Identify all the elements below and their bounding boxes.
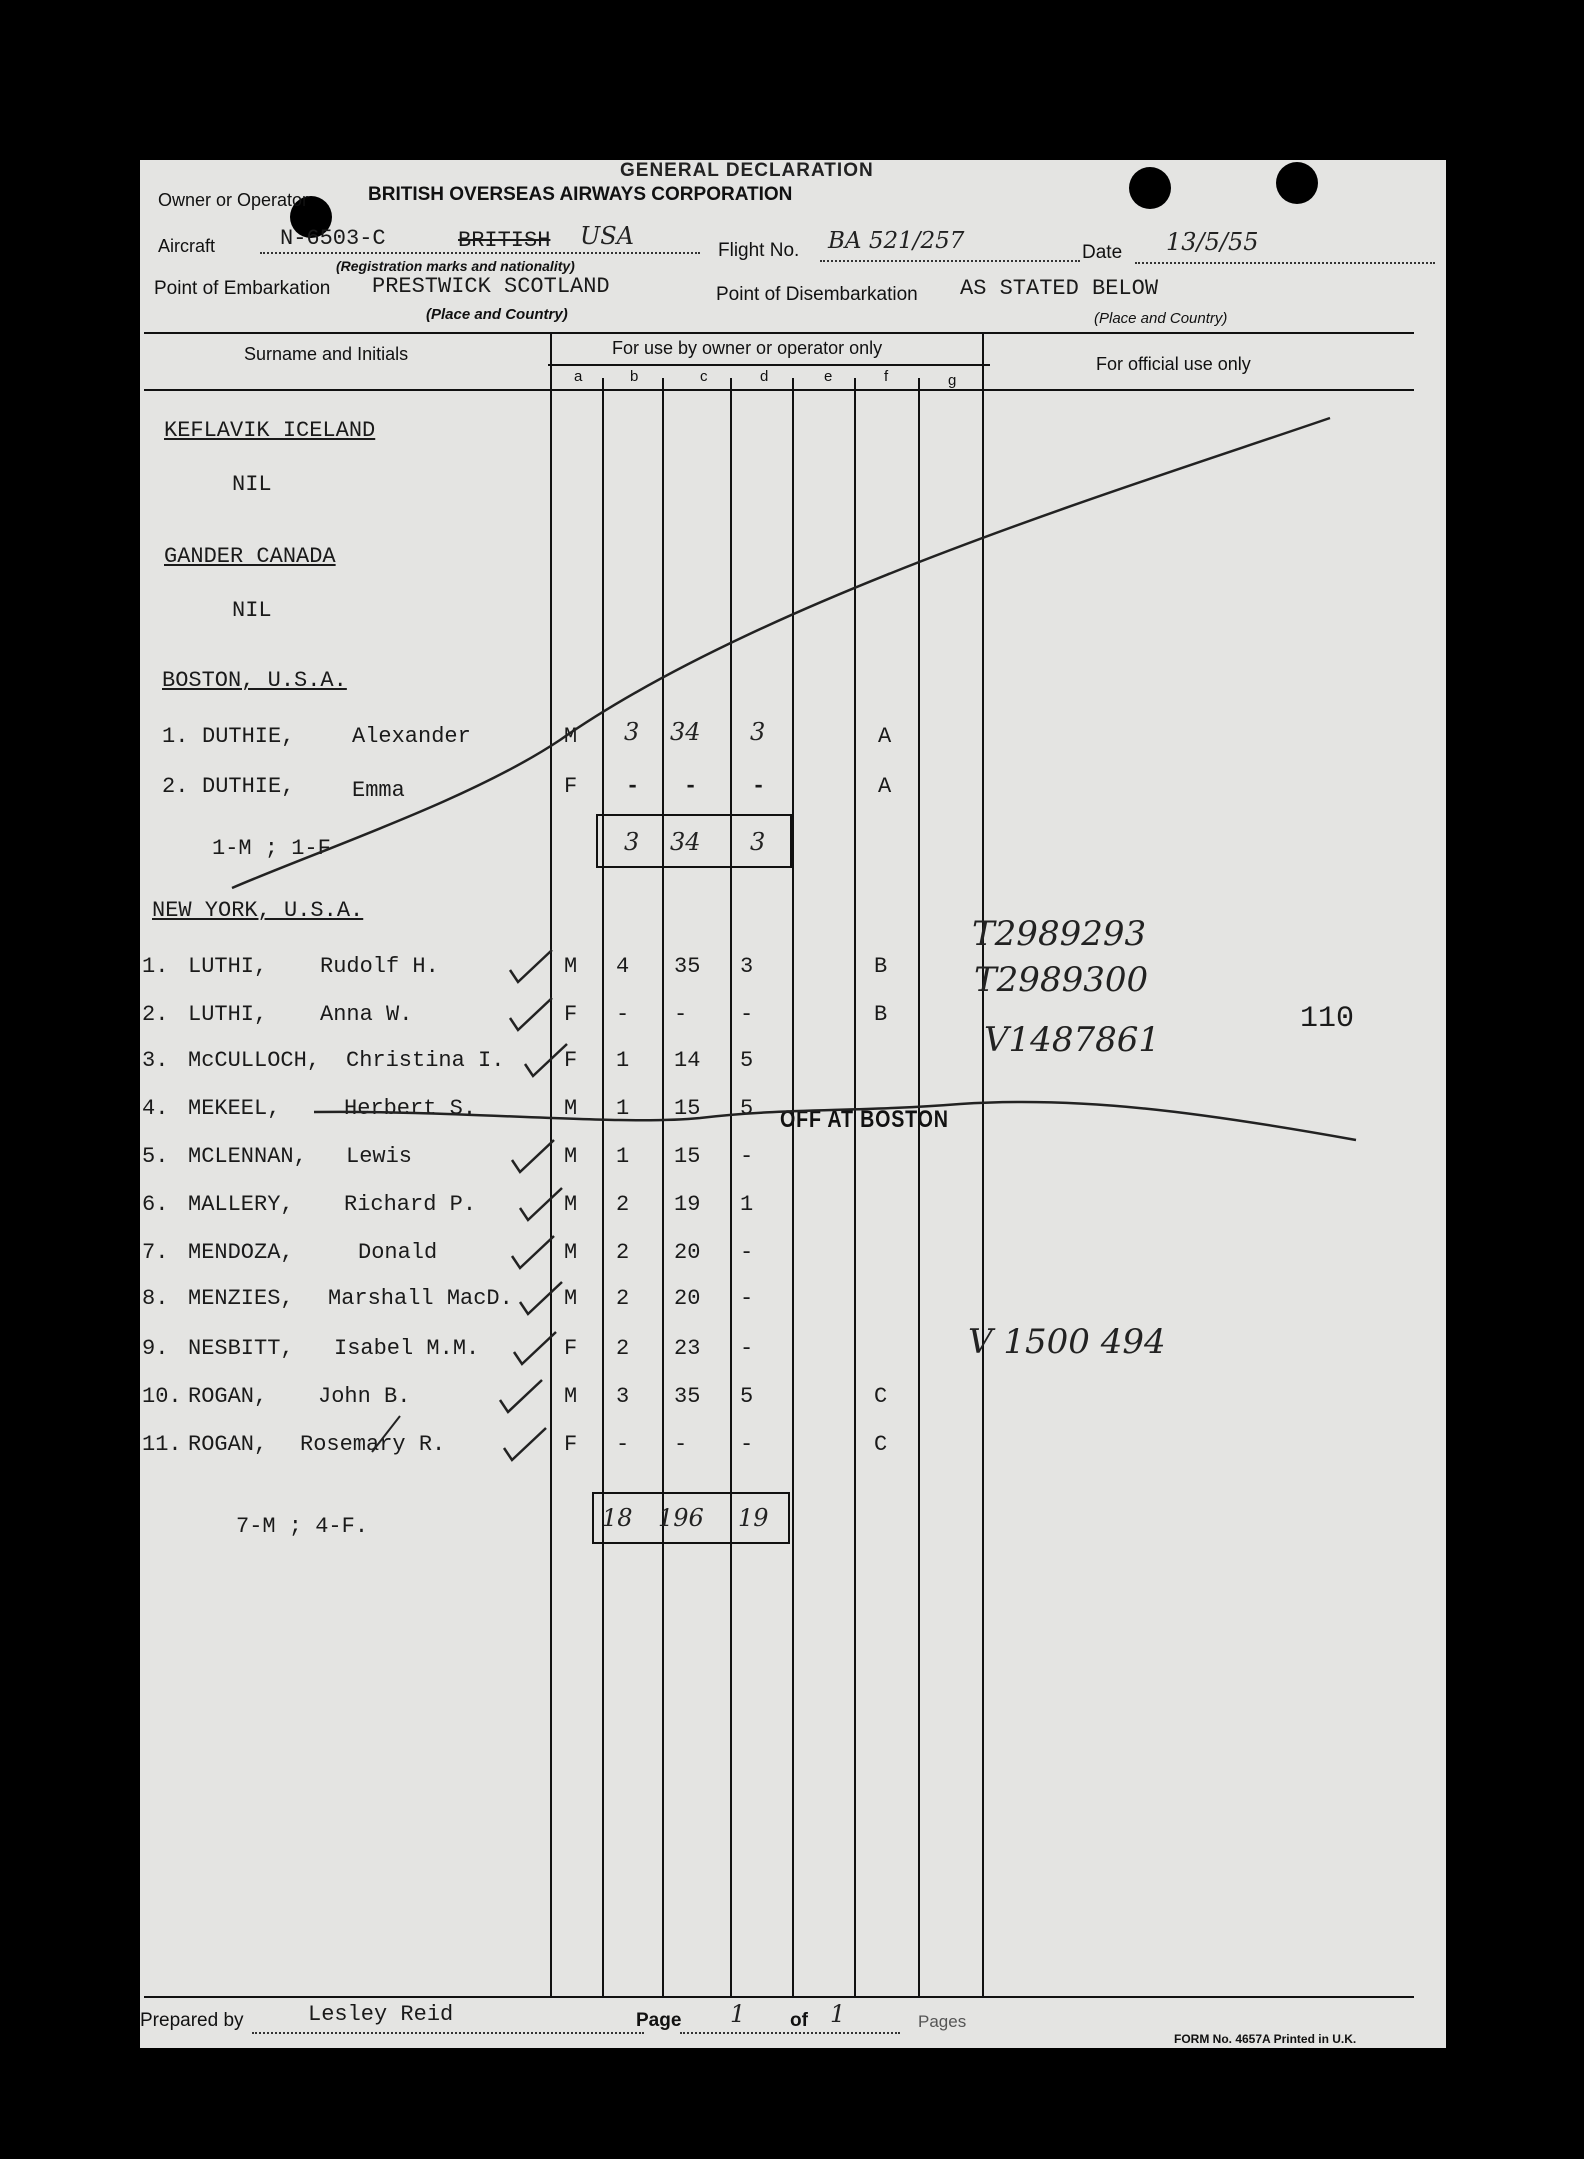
row-col-b: 1	[616, 1096, 630, 1121]
row-col-c: -	[684, 774, 698, 799]
official-note: V1487861	[984, 1020, 1160, 1060]
check-mark	[514, 1332, 556, 1364]
of-value: 1	[830, 2000, 846, 2028]
row-given-name: John B.	[318, 1384, 411, 1409]
row-col-c: 35	[674, 954, 701, 979]
row-col-b: 2	[616, 1286, 630, 1311]
section-summary-newyork: 7-M ; 4-F.	[236, 1514, 369, 1539]
row-col-a: M	[564, 724, 578, 749]
declaration-sheet	[140, 160, 1446, 2048]
surname-column-header: Surname and Initials	[244, 344, 409, 364]
row-col-d: 5	[740, 1384, 754, 1409]
embark-value: PRESTWICK SCOTLAND	[372, 274, 610, 299]
page-number-stamp: 110	[1300, 1002, 1355, 1036]
row-col-a: M	[564, 1384, 578, 1409]
row-col-d: -	[740, 1144, 754, 1169]
row-number: 2.	[162, 774, 189, 799]
dotted-rule	[680, 2032, 900, 2034]
section-title-boston: BOSTON, U.S.A.	[162, 668, 347, 693]
row-col-c: -	[674, 1432, 688, 1457]
row-col-b: 3	[624, 718, 640, 746]
col-letter-b: b	[630, 368, 639, 385]
row-col-a: M	[564, 1192, 578, 1217]
row-col-b: -	[626, 774, 640, 799]
owner-value: BRITISH OVERSEAS AIRWAYS CORPORATION	[368, 184, 793, 205]
row-given-name: Alexander	[352, 724, 471, 749]
official-column-header: For official use only	[1096, 354, 1251, 374]
of-label: of	[790, 2010, 808, 2031]
row-surname: DUTHIE,	[202, 724, 295, 749]
row-given-name: Richard P.	[344, 1192, 477, 1217]
flight-label: Flight No.	[718, 240, 800, 261]
row-col-d: 5	[740, 1096, 754, 1121]
row-col-b: 2	[616, 1336, 630, 1361]
pages-label: Pages	[918, 2012, 967, 2031]
row-col-a: M	[564, 1096, 578, 1121]
embark-label: Point of Embarkation	[154, 278, 331, 299]
row-col-c: 35	[674, 1384, 701, 1409]
row-col-a: M	[564, 1144, 578, 1169]
prepared-by-value: Lesley Reid	[308, 2002, 454, 2027]
row-col-a: F	[564, 1048, 578, 1073]
row-col-b: 1	[616, 1048, 630, 1073]
row-given-name: Christina I.	[346, 1048, 505, 1073]
section-title-gander: GANDER CANADA	[164, 544, 336, 569]
check-mark	[510, 998, 552, 1030]
total-col-c: 196	[658, 1504, 704, 1532]
row-col-b: 1	[616, 1144, 630, 1169]
row-given-name: Herbert S.	[344, 1096, 477, 1121]
col-letter-c: c	[700, 368, 708, 385]
check-mark	[520, 1188, 562, 1220]
disembark-value: AS STATED BELOW	[960, 276, 1159, 301]
disembark-note: (Place and Country)	[1094, 310, 1228, 327]
registration-note: (Registration marks and nationality)	[336, 258, 575, 274]
disembark-label: Point of Disembarkation	[716, 284, 918, 305]
flight-value: BA 521/257	[828, 228, 965, 254]
check-mark	[500, 1380, 542, 1412]
row-col-a: F	[564, 1336, 578, 1361]
official-note: V 1500 494	[968, 1322, 1166, 1362]
row-col-d: -	[752, 774, 766, 799]
row-col-c: 23	[674, 1336, 701, 1361]
col-letter-a: a	[574, 368, 583, 385]
row-surname: NESBITT,	[188, 1336, 294, 1361]
row-number: 7.	[142, 1240, 169, 1265]
row-number: 1.	[162, 724, 189, 749]
row-col-b: 3	[616, 1384, 630, 1409]
row-given-name: Isabel M.M.	[334, 1336, 480, 1361]
row-col-d: 5	[740, 1048, 754, 1073]
row-col-c: 20	[674, 1286, 701, 1311]
row-given-name: Anna W.	[320, 1002, 413, 1027]
check-mark	[510, 950, 552, 982]
row-number: 9.	[142, 1336, 169, 1361]
row-col-a: M	[564, 1240, 578, 1265]
row-col-d: -	[740, 1002, 754, 1027]
check-mark	[504, 1428, 546, 1460]
row-number: 4.	[142, 1096, 169, 1121]
dotted-rule	[252, 2032, 644, 2034]
row-col-c: -	[674, 1002, 688, 1027]
row-col-c: 34	[670, 718, 701, 746]
embark-note: (Place and Country)	[426, 306, 568, 323]
row-given-name: Lewis	[346, 1144, 413, 1169]
aircraft-value: N-6503-C	[280, 226, 386, 251]
owner-label: Owner or Operator	[158, 190, 309, 210]
row-col-a: M	[564, 954, 578, 979]
operator-column-header: For use by owner or operator only	[612, 338, 883, 358]
row-number: 8.	[142, 1286, 169, 1311]
row-col-c: 15	[674, 1096, 701, 1121]
row-col-f: C	[874, 1432, 888, 1457]
row-surname: MALLERY,	[188, 1192, 294, 1217]
row-surname: MCLENNAN,	[188, 1144, 307, 1169]
row-col-b: -	[616, 1002, 630, 1027]
row-number: 2.	[142, 1002, 169, 1027]
row-col-c: 19	[674, 1192, 701, 1217]
row-col-b: -	[616, 1432, 630, 1457]
row-number: 6.	[142, 1192, 169, 1217]
row-surname: LUTHI,	[188, 954, 268, 979]
row-number: 1.	[142, 954, 169, 979]
total-col-b: 3	[624, 828, 640, 856]
row-col-f: B	[874, 1002, 888, 1027]
section-title-keflavik: KEFLAVIK ICELAND	[164, 418, 376, 443]
row-surname: McCULLOCH,	[188, 1048, 321, 1073]
row-col-d: -	[740, 1336, 754, 1361]
row-col-b: 2	[616, 1240, 630, 1265]
row-given-name: Rosemary R.	[300, 1432, 446, 1457]
row-col-d: -	[740, 1240, 754, 1265]
row-surname: MEKEEL,	[188, 1096, 281, 1121]
check-mark	[520, 1282, 562, 1314]
row-col-b: 4	[616, 954, 630, 979]
row-number: 10.	[142, 1384, 182, 1409]
row-col-a: F	[564, 1432, 578, 1457]
date-value: 13/5/55	[1166, 228, 1259, 256]
row-col-f: A	[878, 774, 892, 799]
row-col-b: 2	[616, 1192, 630, 1217]
row-number: 5.	[142, 1144, 169, 1169]
date-label: Date	[1082, 242, 1123, 263]
row-col-d: -	[740, 1432, 754, 1457]
page-label: Page	[636, 2010, 682, 2031]
row-col-d: 3	[750, 718, 766, 746]
check-mark	[512, 1140, 554, 1172]
official-note: T2989300	[974, 960, 1149, 1000]
total-col-c: 34	[670, 828, 701, 856]
nationality-value: USA	[580, 222, 634, 250]
row-col-a: F	[564, 774, 578, 799]
row-surname: LUTHI,	[188, 1002, 268, 1027]
col-letter-f: f	[884, 368, 889, 385]
row-surname: MENDOZA,	[188, 1240, 294, 1265]
row-col-c: 14	[674, 1048, 701, 1073]
row-given-name: Donald	[358, 1240, 438, 1265]
page-value: 1	[730, 2000, 746, 2028]
row-col-d: 3	[740, 954, 754, 979]
check-mark	[512, 1236, 554, 1268]
nationality-crossed: BRITISH	[458, 228, 551, 253]
row-col-f: A	[878, 724, 892, 749]
row-number: 3.	[142, 1048, 169, 1073]
section-summary-boston: 1-M ; 1-F	[212, 836, 331, 861]
row-surname: MENZIES,	[188, 1286, 294, 1311]
row-surname: ROGAN,	[188, 1432, 268, 1457]
row-given-name: Emma	[352, 778, 405, 803]
row-number: 11.	[142, 1432, 182, 1457]
aircraft-label: Aircraft	[158, 236, 216, 256]
row-col-f: B	[874, 954, 888, 979]
total-col-b: 18	[602, 1504, 633, 1532]
row-col-f: C	[874, 1384, 888, 1409]
check-marks	[140, 160, 1446, 2048]
form-number: FORM No. 4657A Printed in U.K.	[1174, 2032, 1357, 2046]
row-col-d: 1	[740, 1192, 754, 1217]
col-letter-d: d	[760, 368, 769, 385]
footer-rule	[144, 1996, 1414, 1998]
row-col-c: 20	[674, 1240, 701, 1265]
col-letter-e: e	[824, 368, 833, 385]
col-letter-g: g	[948, 372, 957, 389]
row-col-d: -	[740, 1286, 754, 1311]
check-mark	[525, 1044, 567, 1076]
row-col-a: M	[564, 1286, 578, 1311]
section-entry-keflavik: NIL	[232, 472, 272, 497]
off-at-boston-stamp: OFF AT BOSTON	[780, 1106, 949, 1133]
total-col-d: 19	[738, 1504, 769, 1532]
row-col-c: 15	[674, 1144, 701, 1169]
row-given-name: Marshall MacD.	[328, 1286, 513, 1311]
official-note: T2989293	[972, 914, 1147, 954]
row-col-a: F	[564, 1002, 578, 1027]
annex-title: GENERAL DECLARATION	[620, 160, 874, 181]
section-title-newyork: NEW YORK, U.S.A.	[152, 898, 364, 923]
row-surname: DUTHIE,	[202, 774, 295, 799]
row-given-name: Rudolf H.	[320, 954, 439, 979]
section-entry-gander: NIL	[232, 598, 272, 623]
total-col-d: 3	[750, 828, 766, 856]
prepared-by-label: Prepared by	[140, 2010, 244, 2031]
row-surname: ROGAN,	[188, 1384, 268, 1409]
